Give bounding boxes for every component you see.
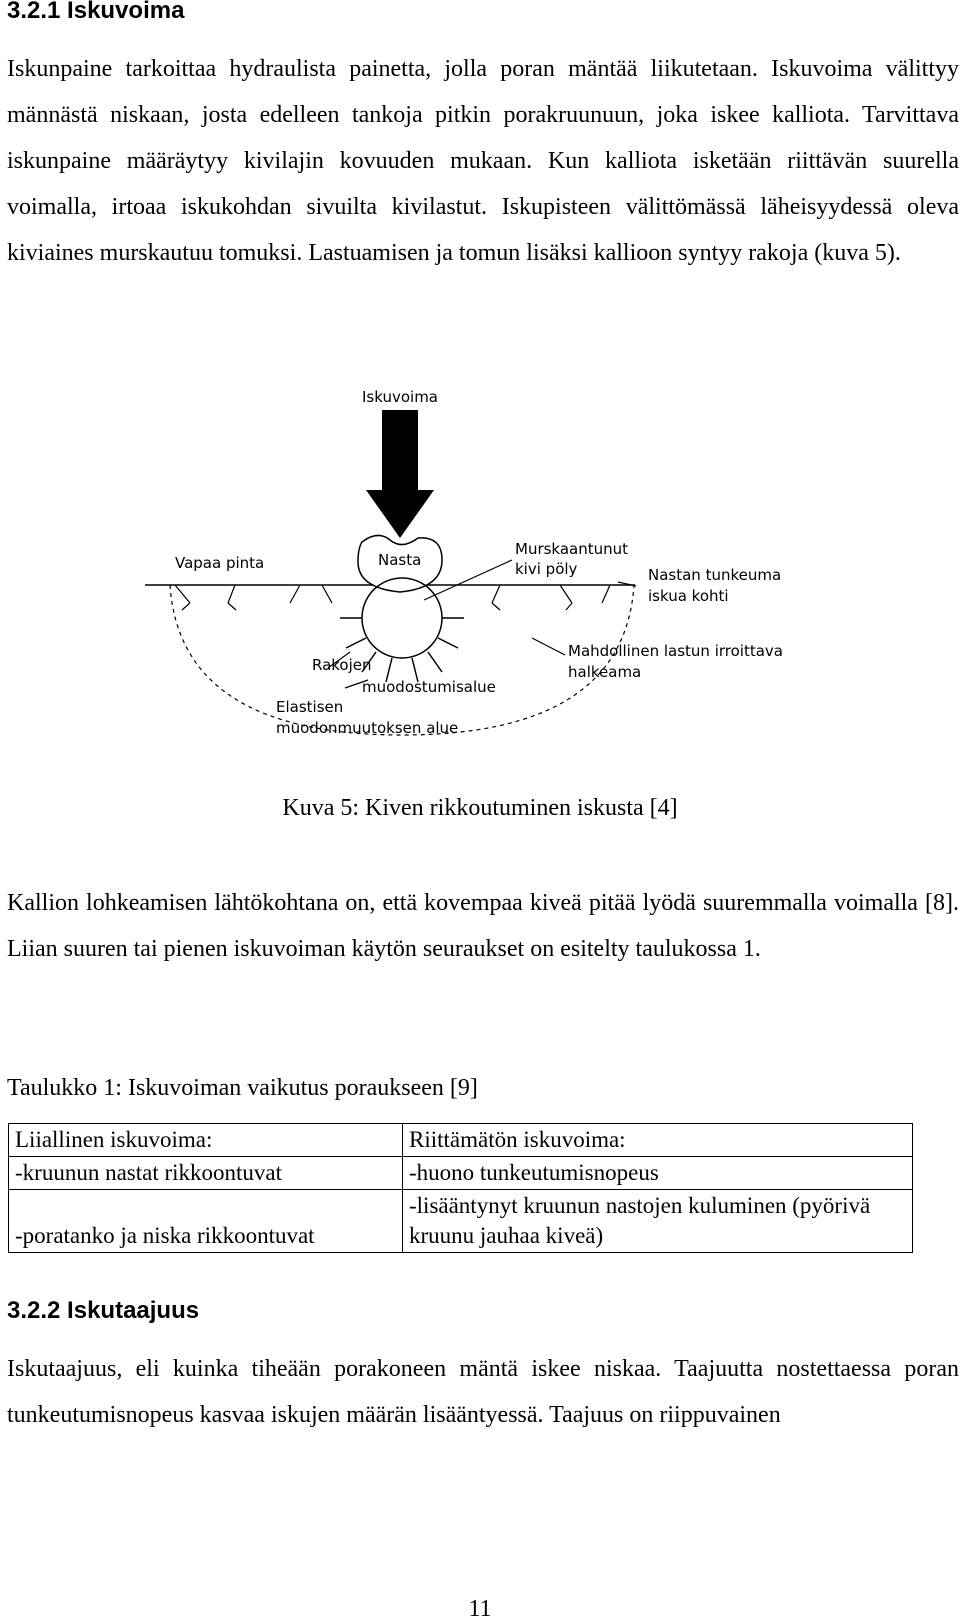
table-header-row xyxy=(9,1124,913,1157)
table-header-cell: Liiallinen iskuvoima: xyxy=(9,1124,403,1157)
table-row xyxy=(9,1157,913,1190)
section-heading-iskutaajuus: 3.2.2 Iskutaajuus xyxy=(7,1297,200,1324)
label-murskaantunut: Murskaantunut xyxy=(515,540,629,558)
table-caption: Taulukko 1: Iskuvoiman vaikutus poraukseen [9] xyxy=(7,1075,478,1101)
paragraph-lohkeaminen: Kallion lohkeamisen lähtökohtana on, että kovempaa kiveä pitää lyödä suuremmalla voimalla [8]. Liian suuren tai pienen iskuvoiman käytön seuraukset on esitelty taulukossa 1. xyxy=(7,890,959,962)
label-mahdollinen: Mahdollinen lastun irroittava xyxy=(568,642,783,660)
force-arrow-icon xyxy=(366,410,434,538)
page-number: 11 xyxy=(468,1596,492,1622)
label-halkeama: halkeama xyxy=(568,663,642,681)
table-cell: -poratanko ja niska rikkoontuvat xyxy=(9,1190,403,1253)
label-nasta: Nasta xyxy=(378,551,422,569)
paragraph-iskutaajuus: Iskutaajuus, eli kuinka tiheään porakoneen mäntä iskee niskaa. Taajuutta nostettaessa poran tunkeutumisnopeus kasvaa iskujen määrän lisääntyessä. Taajuus on riippuvainen xyxy=(7,1356,959,1428)
label-kivi-poly: kivi pöly xyxy=(515,560,578,578)
label-rakojen: Rakojen xyxy=(312,656,372,674)
figure-caption: Kuva 5: Kiven rikkoutuminen iskusta [4] xyxy=(282,795,678,821)
table-cell: -lisääntynyt kruunun nastojen kuluminen (pyörivä kruunu jauhaa kiveä) xyxy=(403,1190,913,1253)
label-muodostumisalue: muodostumisalue xyxy=(362,678,496,696)
rock-fracture-diagram xyxy=(140,390,820,770)
label-nastan-tunkeuma: Nastan tunkeuma xyxy=(648,566,782,584)
table-cell: -huono tunkeutumisnopeus xyxy=(403,1157,913,1190)
table-header-cell: Riittämätön iskuvoima: xyxy=(403,1124,913,1157)
impact-force-table xyxy=(8,1123,913,1253)
label-iskua-kohti: iskua kohti xyxy=(648,587,729,605)
paragraph-iskuvoima: Iskunpaine tarkoittaa hydraulista painetta, jolla poran mäntää liikutetaan. Iskuvoima välittyy männästä niskaan, josta edelleen tankoja pitkin porakruunuun, joka iskee kalliota. Tarvittava iskunpaine määräytyy kivilajin kovuuden mukaan. Kun kalliota isketään riittävän suurella voimalla, irtoaa iskukohdan sivuilta kivilastut. Iskupisteen välittömässä läheisyydessä oleva kiviaines murskautuu tomuksi. Lastuamisen ja tomun lisäksi kallioon syntyy rakoja (kuva 5). xyxy=(7,56,959,266)
label-muodonmuutoksen-alue: muodonmuutoksen alue xyxy=(276,719,459,737)
label-elastisen: Elastisen xyxy=(276,698,344,716)
label-iskuvoima: Iskuvoima xyxy=(362,390,438,406)
elastic-zone-arc xyxy=(170,585,634,735)
table-cell: -kruunun nastat rikkoontuvat xyxy=(9,1157,403,1190)
table-row xyxy=(9,1190,913,1253)
label-vapaa-pinta: Vapaa pinta xyxy=(175,554,265,572)
section-heading-iskuvoima: 3.2.1 Iskuvoima xyxy=(7,0,185,24)
